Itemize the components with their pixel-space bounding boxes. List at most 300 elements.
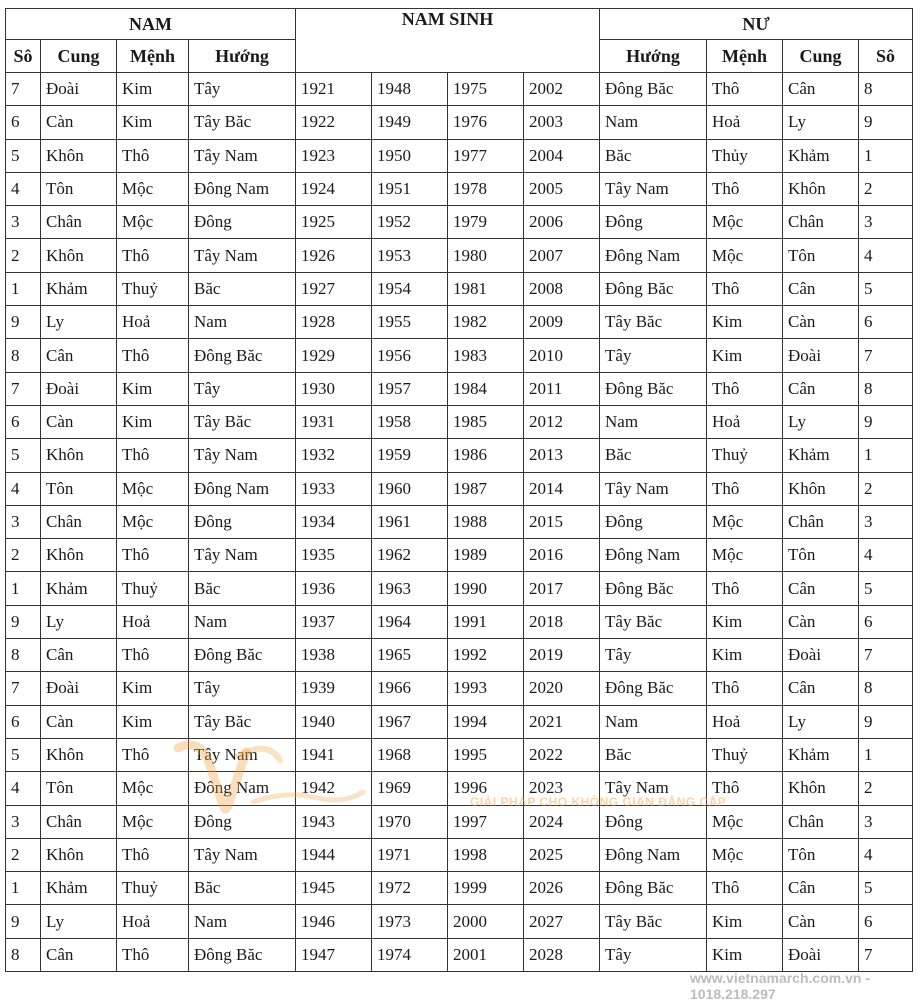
year-cell: 2013	[524, 439, 600, 472]
menh-cell: Mộc	[117, 172, 189, 205]
year-cell: 1978	[448, 172, 524, 205]
year-cell: 1997	[448, 805, 524, 838]
cung-cell: Ly	[41, 605, 117, 638]
year-cell: 1936	[296, 572, 372, 605]
nu-cung-cell: Tôn	[783, 239, 859, 272]
nu-cung-cell: Càn	[783, 905, 859, 938]
nu-huong-cell: Tây	[600, 339, 707, 372]
cung-cell: Khôn	[41, 239, 117, 272]
year-cell: 1962	[372, 539, 448, 572]
nu-so-cell: 8	[859, 73, 913, 106]
cung-cell: Chân	[41, 505, 117, 538]
nu-cung-cell: Cân	[783, 872, 859, 905]
year-cell: 2020	[524, 672, 600, 705]
year-cell: 1971	[372, 838, 448, 871]
year-cell: 1933	[296, 472, 372, 505]
huong-cell: Đông Nam	[189, 772, 296, 805]
huong-cell: Đông Băc	[189, 639, 296, 672]
year-cell: 1958	[372, 405, 448, 438]
nu-huong-cell: Đông Băc	[600, 272, 707, 305]
cung-cell: Càn	[41, 106, 117, 139]
menh-cell: Hoả	[117, 306, 189, 339]
year-cell: 1927	[296, 272, 372, 305]
nu-so-cell: 5	[859, 272, 913, 305]
year-cell: 2026	[524, 872, 600, 905]
so-cell: 9	[6, 905, 41, 938]
huong-cell: Đông Nam	[189, 472, 296, 505]
nu-so-cell: 4	[859, 539, 913, 572]
so-cell: 2	[6, 239, 41, 272]
nu-cung-cell: Càn	[783, 306, 859, 339]
huong-cell: Băc	[189, 572, 296, 605]
nu-huong-cell: Đông	[600, 805, 707, 838]
year-cell: 1947	[296, 938, 372, 971]
year-cell: 1953	[372, 239, 448, 272]
cung-cell: Càn	[41, 705, 117, 738]
cung-cell: Khảm	[41, 572, 117, 605]
menh-cell: Mộc	[117, 805, 189, 838]
so-cell: 7	[6, 372, 41, 405]
cung-cell: Khôn	[41, 139, 117, 172]
cung-cell: Chân	[41, 206, 117, 239]
year-cell: 2001	[448, 938, 524, 971]
table-row	[6, 405, 913, 438]
year-cell: 1935	[296, 539, 372, 572]
huong-cell: Tây Nam	[189, 738, 296, 771]
table-row	[6, 605, 913, 638]
nu-huong-cell: Tây Băc	[600, 306, 707, 339]
nu-so-cell: 1	[859, 439, 913, 472]
table-row	[6, 73, 913, 106]
year-cell: 1980	[448, 239, 524, 272]
menh-cell: Thô	[117, 938, 189, 971]
year-cell: 2006	[524, 206, 600, 239]
cung-cell: Đoài	[41, 372, 117, 405]
cung-cell: Khôn	[41, 738, 117, 771]
nu-so-cell: 1	[859, 738, 913, 771]
menh-cell: Thô	[117, 738, 189, 771]
so-cell: 5	[6, 439, 41, 472]
huong-cell: Nam	[189, 306, 296, 339]
year-cell: 1946	[296, 905, 372, 938]
nu-cung-cell: Khôn	[783, 772, 859, 805]
so-cell: 4	[6, 172, 41, 205]
year-cell: 1988	[448, 505, 524, 538]
nu-cung-cell: Khôn	[783, 472, 859, 505]
year-cell: 1957	[372, 372, 448, 405]
nu-so-cell: 3	[859, 505, 913, 538]
year-cell: 1979	[448, 206, 524, 239]
nu-so-cell: 5	[859, 572, 913, 605]
cung-cell: Cân	[41, 339, 117, 372]
nu-menh-cell: Kim	[707, 639, 783, 672]
huong-cell: Đông	[189, 206, 296, 239]
nu-cung-cell: Ly	[783, 705, 859, 738]
cung-cell: Cân	[41, 938, 117, 971]
year-cell: 2000	[448, 905, 524, 938]
nu-menh-cell: Thô	[707, 572, 783, 605]
year-cell: 1994	[448, 705, 524, 738]
so-cell: 6	[6, 106, 41, 139]
huong-cell: Tây Băc	[189, 405, 296, 438]
nu-menh-cell: Kim	[707, 905, 783, 938]
nu-menh-cell: Mộc	[707, 239, 783, 272]
year-cell: 2003	[524, 106, 600, 139]
year-cell: 1998	[448, 838, 524, 871]
year-cell: 1977	[448, 139, 524, 172]
nu-so-header: Sô	[859, 40, 913, 73]
menh-cell: Kim	[117, 672, 189, 705]
year-cell: 2002	[524, 73, 600, 106]
nu-menh-cell: Mộc	[707, 206, 783, 239]
menh-cell: Thô	[117, 139, 189, 172]
year-cell: 1937	[296, 605, 372, 638]
nu-menh-cell: Thô	[707, 73, 783, 106]
year-cell: 1923	[296, 139, 372, 172]
nu-menh-cell: Thô	[707, 772, 783, 805]
year-cell: 2005	[524, 172, 600, 205]
nu-cung-cell: Cân	[783, 372, 859, 405]
nu-so-cell: 3	[859, 805, 913, 838]
nam-sinh-header: NAM SINH	[296, 9, 600, 73]
nu-so-cell: 9	[859, 106, 913, 139]
table-row	[6, 139, 913, 172]
nu-so-cell: 6	[859, 905, 913, 938]
nu-menh-cell: Thô	[707, 172, 783, 205]
year-cell: 1949	[372, 106, 448, 139]
nu-cung-cell: Càn	[783, 605, 859, 638]
year-cell: 1967	[372, 705, 448, 738]
table-row	[6, 572, 913, 605]
huong-cell: Nam	[189, 605, 296, 638]
nu-cung-cell: Khảm	[783, 738, 859, 771]
nu-menh-cell: Thô	[707, 672, 783, 705]
nu-menh-cell: Kim	[707, 605, 783, 638]
so-cell: 6	[6, 405, 41, 438]
table-row	[6, 472, 913, 505]
year-cell: 1982	[448, 306, 524, 339]
huong-cell: Tây Nam	[189, 239, 296, 272]
menh-cell: Kim	[117, 405, 189, 438]
year-cell: 2004	[524, 139, 600, 172]
year-cell: 1944	[296, 838, 372, 871]
huong-cell: Đông	[189, 505, 296, 538]
nam-group-header: NAM	[6, 9, 296, 40]
nu-cung-cell: Ly	[783, 106, 859, 139]
nu-so-cell: 2	[859, 472, 913, 505]
menh-cell: Hoả	[117, 905, 189, 938]
year-cell: 1943	[296, 805, 372, 838]
year-cell: 2012	[524, 405, 600, 438]
huong-cell: Tây Băc	[189, 106, 296, 139]
so-cell: 7	[6, 672, 41, 705]
year-cell: 1974	[372, 938, 448, 971]
huong-cell: Tây Nam	[189, 439, 296, 472]
so-cell: 1	[6, 872, 41, 905]
nu-cung-cell: Khôn	[783, 172, 859, 205]
nu-cung-header: Cung	[783, 40, 859, 73]
year-cell: 1924	[296, 172, 372, 205]
year-cell: 1989	[448, 539, 524, 572]
year-cell: 1986	[448, 439, 524, 472]
nu-cung-cell: Khảm	[783, 139, 859, 172]
nu-so-cell: 2	[859, 172, 913, 205]
nu-cung-cell: Cân	[783, 572, 859, 605]
nu-so-cell: 3	[859, 206, 913, 239]
year-cell: 1990	[448, 572, 524, 605]
nu-huong-cell: Đông	[600, 505, 707, 538]
table-row	[6, 439, 913, 472]
year-cell: 2011	[524, 372, 600, 405]
year-cell: 1972	[372, 872, 448, 905]
menh-cell: Thuỷ	[117, 572, 189, 605]
table-row	[6, 106, 913, 139]
year-cell: 2025	[524, 838, 600, 871]
feng-shui-table	[5, 8, 913, 972]
year-cell: 2015	[524, 505, 600, 538]
nu-so-cell: 9	[859, 405, 913, 438]
nu-menh-cell: Mộc	[707, 539, 783, 572]
year-cell: 1921	[296, 73, 372, 106]
menh-cell: Thô	[117, 439, 189, 472]
year-cell: 1951	[372, 172, 448, 205]
so-cell: 6	[6, 705, 41, 738]
watermark-url: www.vietnamarch.com.vn - 1018.218.297	[690, 970, 870, 1002]
nu-group-header: NƯ	[600, 9, 913, 40]
cung-cell: Ly	[41, 306, 117, 339]
so-cell: 3	[6, 505, 41, 538]
year-cell: 2016	[524, 539, 600, 572]
cung-cell: Khôn	[41, 838, 117, 871]
year-cell: 1952	[372, 206, 448, 239]
menh-cell: Thô	[117, 539, 189, 572]
nu-huong-cell: Nam	[600, 705, 707, 738]
year-cell: 2019	[524, 639, 600, 672]
cung-cell: Khôn	[41, 439, 117, 472]
so-cell: 3	[6, 805, 41, 838]
nu-huong-cell: Đông Băc	[600, 572, 707, 605]
nu-so-cell: 7	[859, 938, 913, 971]
year-cell: 1996	[448, 772, 524, 805]
table-row	[6, 838, 913, 871]
table-row	[6, 239, 913, 272]
nu-menh-cell: Thô	[707, 472, 783, 505]
year-cell: 1964	[372, 605, 448, 638]
table-row	[6, 272, 913, 305]
so-cell: 5	[6, 139, 41, 172]
table-row	[6, 172, 913, 205]
huong-cell: Đông Băc	[189, 938, 296, 971]
menh-cell: Hoả	[117, 605, 189, 638]
nu-huong-cell: Nam	[600, 106, 707, 139]
nu-so-cell: 2	[859, 772, 913, 805]
nu-huong-cell: Đông	[600, 206, 707, 239]
table-row	[6, 772, 913, 805]
year-cell: 2007	[524, 239, 600, 272]
table-row	[6, 672, 913, 705]
nu-menh-cell: Hoả	[707, 106, 783, 139]
nu-menh-cell: Kim	[707, 938, 783, 971]
cung-cell: Đoài	[41, 672, 117, 705]
nu-cung-cell: Chân	[783, 505, 859, 538]
so-cell: 2	[6, 838, 41, 871]
huong-cell: Đông	[189, 805, 296, 838]
year-cell: 1992	[448, 639, 524, 672]
nu-cung-cell: Khảm	[783, 439, 859, 472]
so-cell: 8	[6, 639, 41, 672]
nu-menh-cell: Thuỷ	[707, 738, 783, 771]
menh-cell: Mộc	[117, 472, 189, 505]
nu-menh-cell: Kim	[707, 306, 783, 339]
nu-huong-header: Hướng	[600, 40, 707, 73]
huong-cell: Tây	[189, 73, 296, 106]
year-cell: 1993	[448, 672, 524, 705]
so-cell: 9	[6, 306, 41, 339]
nu-huong-cell: Băc	[600, 439, 707, 472]
cung-cell: Tôn	[41, 772, 117, 805]
so-cell: 2	[6, 539, 41, 572]
year-cell: 1945	[296, 872, 372, 905]
cung-cell: Tôn	[41, 172, 117, 205]
nam-cung-header: Cung	[41, 40, 117, 73]
so-cell: 4	[6, 472, 41, 505]
year-cell: 1963	[372, 572, 448, 605]
year-cell: 2009	[524, 306, 600, 339]
menh-cell: Mộc	[117, 772, 189, 805]
nu-huong-cell: Đông Băc	[600, 372, 707, 405]
nu-huong-cell: Đông Nam	[600, 838, 707, 871]
cung-cell: Khôn	[41, 539, 117, 572]
menh-cell: Kim	[117, 372, 189, 405]
so-cell: 1	[6, 272, 41, 305]
year-cell: 2017	[524, 572, 600, 605]
table-row	[6, 938, 913, 971]
year-cell: 1930	[296, 372, 372, 405]
year-cell: 1926	[296, 239, 372, 272]
year-cell: 2024	[524, 805, 600, 838]
so-cell: 7	[6, 73, 41, 106]
nu-cung-cell: Tôn	[783, 838, 859, 871]
cung-cell: Ly	[41, 905, 117, 938]
menh-cell: Thuỷ	[117, 272, 189, 305]
nu-huong-cell: Tây Nam	[600, 772, 707, 805]
nu-menh-cell: Thô	[707, 372, 783, 405]
nu-menh-cell: Mộc	[707, 838, 783, 871]
nu-menh-cell: Thủy	[707, 139, 783, 172]
nu-menh-cell: Kim	[707, 339, 783, 372]
menh-cell: Kim	[117, 106, 189, 139]
table-body	[6, 73, 913, 972]
year-cell: 1968	[372, 738, 448, 771]
year-cell: 1928	[296, 306, 372, 339]
year-cell: 1961	[372, 505, 448, 538]
nu-huong-cell: Băc	[600, 139, 707, 172]
huong-cell: Tây Băc	[189, 705, 296, 738]
year-cell: 1956	[372, 339, 448, 372]
cung-cell: Cân	[41, 639, 117, 672]
cung-cell: Khảm	[41, 272, 117, 305]
huong-cell: Tây	[189, 372, 296, 405]
year-cell: 2028	[524, 938, 600, 971]
table-row	[6, 738, 913, 771]
year-cell: 2014	[524, 472, 600, 505]
so-cell: 5	[6, 738, 41, 771]
cung-cell: Chân	[41, 805, 117, 838]
nu-cung-cell: Cân	[783, 672, 859, 705]
nu-huong-cell: Đông Băc	[600, 73, 707, 106]
year-cell: 2027	[524, 905, 600, 938]
nu-cung-cell: Cân	[783, 73, 859, 106]
table-row	[6, 339, 913, 372]
year-cell: 1960	[372, 472, 448, 505]
huong-cell: Tây Nam	[189, 139, 296, 172]
nu-huong-cell: Đông Nam	[600, 539, 707, 572]
nu-menh-cell: Hoả	[707, 705, 783, 738]
year-cell: 1940	[296, 705, 372, 738]
nu-menh-cell: Thô	[707, 272, 783, 305]
nu-cung-cell: Cân	[783, 272, 859, 305]
nu-menh-header: Mệnh	[707, 40, 783, 73]
year-cell: 2010	[524, 339, 600, 372]
year-cell: 1941	[296, 738, 372, 771]
year-cell: 1976	[448, 106, 524, 139]
nu-huong-cell: Đông Nam	[600, 239, 707, 272]
year-cell: 1975	[448, 73, 524, 106]
nu-so-cell: 5	[859, 872, 913, 905]
table-row	[6, 905, 913, 938]
year-cell: 1970	[372, 805, 448, 838]
nu-cung-cell: Ly	[783, 405, 859, 438]
menh-cell: Kim	[117, 705, 189, 738]
huong-cell: Tây Nam	[189, 539, 296, 572]
nu-menh-cell: Mộc	[707, 805, 783, 838]
table-row	[6, 539, 913, 572]
nu-cung-cell: Đoài	[783, 938, 859, 971]
so-cell: 9	[6, 605, 41, 638]
menh-cell: Thuỷ	[117, 872, 189, 905]
huong-cell: Tây Nam	[189, 838, 296, 871]
nam-so-header: Sô	[6, 40, 41, 73]
year-cell: 1981	[448, 272, 524, 305]
nu-menh-cell: Thô	[707, 872, 783, 905]
so-cell: 8	[6, 938, 41, 971]
so-cell: 8	[6, 339, 41, 372]
so-cell: 4	[6, 772, 41, 805]
year-cell: 1925	[296, 206, 372, 239]
nu-huong-cell: Tây Nam	[600, 472, 707, 505]
year-cell: 1987	[448, 472, 524, 505]
huong-cell: Băc	[189, 272, 296, 305]
huong-cell: Đông Nam	[189, 172, 296, 205]
nu-menh-cell: Hoả	[707, 405, 783, 438]
cung-cell: Càn	[41, 405, 117, 438]
nu-so-cell: 7	[859, 339, 913, 372]
year-cell: 1995	[448, 738, 524, 771]
menh-cell: Thô	[117, 239, 189, 272]
year-cell: 1985	[448, 405, 524, 438]
year-cell: 1922	[296, 106, 372, 139]
year-cell: 2018	[524, 605, 600, 638]
table-row	[6, 505, 913, 538]
nu-so-cell: 6	[859, 605, 913, 638]
nu-huong-cell: Đông Băc	[600, 672, 707, 705]
huong-cell: Băc	[189, 872, 296, 905]
so-cell: 3	[6, 206, 41, 239]
year-cell: 1938	[296, 639, 372, 672]
so-cell: 1	[6, 572, 41, 605]
table-row	[6, 705, 913, 738]
year-cell: 1955	[372, 306, 448, 339]
